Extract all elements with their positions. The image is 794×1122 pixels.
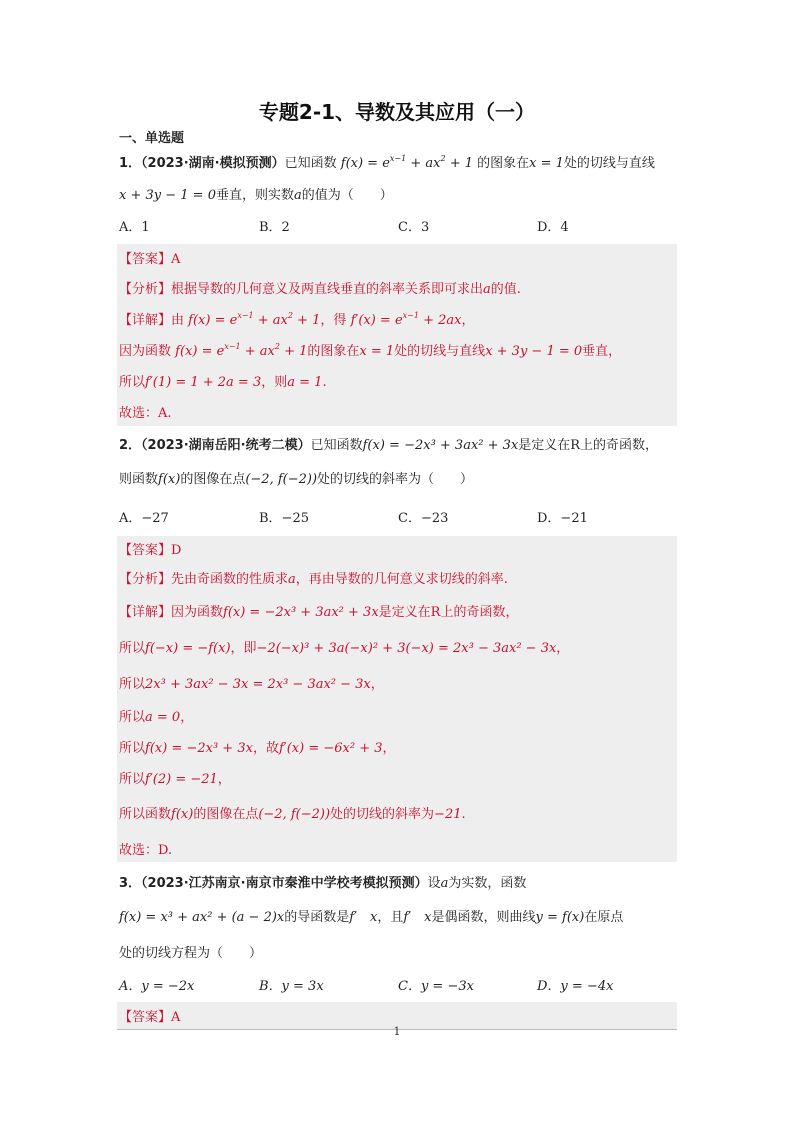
q1-option-b: B．2 [259,220,290,235]
q1-answer: 【答案】A [119,252,181,267]
q1-stem-line1: 1．（2023·湖南·模拟预测）已知函数 $f(x) = e^{x-1} + ax^2 + 1$ 的图象在x = 1处的切线与直线 [119,154,655,171]
q1-solution-block [117,244,677,426]
q2-detail-line3: 所以2x³ + 3ax² − 3x = 2x³ − 3ax² − 3x， [119,677,384,692]
q1-detail-line2: 因为函数 $f(x) = e^{x-1} + ax^2 + 1$的图象在x = 1处的切线与直线x + 3y − 1 = 0垂直， [119,342,622,359]
q3-stem-line2: f(x) = x³ + ax² + (a − 2)x的导函数是f′ x，且f′ x是偶函数，则曲线y = f(x)在原点 [119,910,624,925]
q3-option-c: C．y = −3x [398,979,474,994]
q2-option-b: B．−25 [259,511,309,526]
q1-option-d: D．4 [537,220,569,235]
q2-stem-line2: 则函数f(x)的图像在点(−2, f(−2))处的切线的斜率为（ ） [119,472,474,487]
q1-detail-line1: 【详解】由 $f(x) = e^{x-1} + ax^2 + 1$，得 $f'(x) = e^{x-1} + 2ax$， [119,311,475,328]
q2-source: （2023·湖南岳阳·统考二模） [141,438,311,453]
q1-stem1: 已知函数 [284,156,337,171]
q1-detail-line3: 所以f′(1) = 1 + 2a = 3，则a = 1. [119,375,327,390]
q2-detail-line6: 所以f′(2) = −21， [119,772,231,787]
q1-option-c: C．3 [398,220,430,235]
q2-detail-line7: 所以函数f(x)的图像在点(−2, f(−2))处的切线的斜率为−21. [119,807,466,822]
q2-analysis: 【分析】先由奇函数的性质求a，再由导数的几何意义求切线的斜率. [119,572,508,587]
q1-option-a: A．1 [119,220,150,235]
q2-detail-line2: 所以f(−x) = −f(x)，即−2(−x)³ + 3a(−x)² + 3(−x) = 2x³ − 3ax² − 3x， [119,641,570,656]
q1-number: 1． [119,156,142,171]
q1-choose: 故选：A. [119,406,172,421]
q2-choose: 故选：D. [119,843,173,858]
section-heading: 一、单选题 [119,131,185,146]
q3-option-a: A．y = −2x [119,979,195,994]
page-title: 专题2-1、导数及其应用（一） [258,100,536,124]
page-number: 1 [393,1025,401,1038]
q2-stem-line1: 2．（2023·湖南岳阳·统考二模）已知函数f(x) = −2x³ + 3ax² + 3x是定义在R上的奇函数， [119,438,659,453]
q2-detail-line1: 【详解】因为函数f(x) = −2x³ + 3ax² + 3x是定义在R上的奇函数， [119,605,519,620]
q3-answer: 【答案】A [119,1010,181,1025]
q1-analysis: 【分析】根据导数的几何意义及两直线垂直的斜率关系即可求出a的值. [119,282,521,297]
q2-option-d: D．−21 [537,511,588,526]
q2-option-c: C．−23 [398,511,449,526]
q3-stem-line1: 3．（2023·江苏南京·南京市秦淮中学校考模拟预测）设a为实数，函数 [119,876,527,891]
q2-function: f(x) = −2x³ + 3ax² + 3x [362,438,519,453]
q1-stem-line2: x + 3y − 1 = 0垂直，则实数a的值为（ ） [119,188,393,203]
q3-option-d: D．y = −4x [537,979,614,994]
q1-source: （2023·湖南·模拟预测） [141,156,285,171]
q1-function: $f(x) = e^{x-1} + ax^2 + 1$ [340,154,473,171]
q2-option-a: A．−27 [119,511,169,526]
q3-stem-line3: 处的切线方程为（ ） [119,946,263,961]
q2-detail-line5: 所以f(x) = −2x³ + 3x，故f′(x) = −6x² + 3， [119,741,396,756]
q3-source: （2023·江苏南京·南京市秦淮中学校考模拟预测） [141,876,428,891]
q2-detail-line4: 所以a = 0， [119,710,194,725]
q2-answer: 【答案】D [119,543,182,558]
q1-line-equation: x + 3y − 1 = 0 [119,188,216,203]
q3-option-b: B．y = 3x [259,979,324,994]
